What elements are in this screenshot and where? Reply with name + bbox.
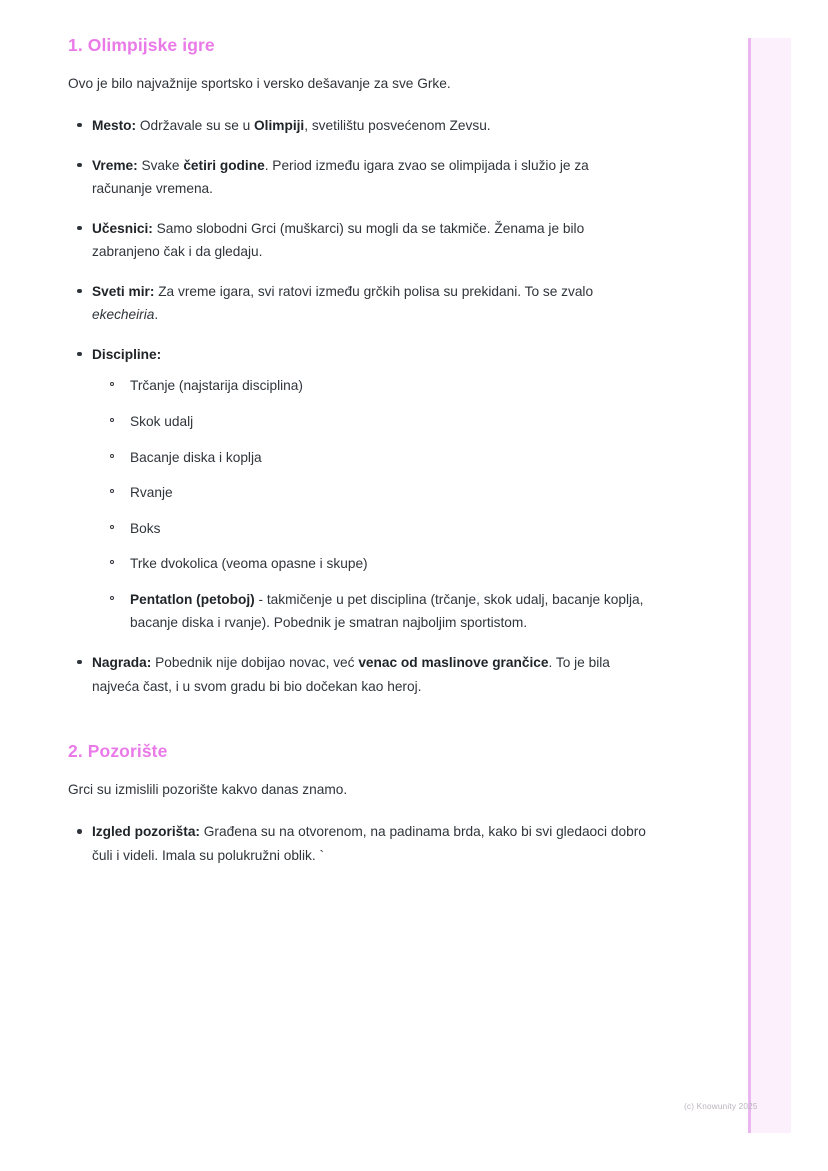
sub-list-item bbox=[108, 410, 648, 434]
sub-list-item-text: Trke dvokolica (veoma opasne i skupe) bbox=[130, 556, 368, 572]
list-item-label: Discipline: bbox=[92, 346, 162, 362]
sub-list-item-text: Skok udalj bbox=[130, 414, 194, 430]
bullet-list-pozoriste bbox=[68, 820, 648, 867]
list-item-text-tail: . bbox=[154, 307, 159, 323]
list-item bbox=[68, 217, 648, 264]
list-item-text: Održavale su se u bbox=[136, 117, 255, 133]
list-item-text: Svake bbox=[137, 157, 184, 173]
section-heading-olimpijske-igre: 1. Olimpijske igre bbox=[68, 35, 215, 55]
list-item-text-tail: , svetilištu posvećenom Zevsu. bbox=[304, 117, 491, 133]
list-item-text: Pobednik nije dobijao novac, već bbox=[151, 654, 359, 670]
sub-list-item-text: Boks bbox=[130, 520, 161, 536]
sub-list-item bbox=[108, 374, 648, 398]
sub-list-item bbox=[108, 446, 648, 470]
section-intro-olimpijske-igre: Ovo je bilo najvažnije sportsko i versko dešavanje za sve Grke. bbox=[68, 75, 451, 91]
list-item-label: Mesto: bbox=[92, 117, 137, 133]
list-item-italic-term: ekecheiria bbox=[92, 307, 155, 323]
bullet-list-olimpijske-igre bbox=[68, 114, 648, 698]
sub-list-item-text: - takmičenje u pet disciplina (trčanje, skok udalj, bacanje koplja, bacanje diska i rvanje). Pobednik je smatran najboljim sportistom. bbox=[130, 591, 644, 631]
list-item-emphasis: Olimpiji bbox=[254, 117, 305, 133]
footer-copyright: (c) Knowunity 2025 bbox=[684, 1102, 758, 1111]
list-item-text: Za vreme igara, svi ratovi između grčkih polisa su prekidani. To se zvalo bbox=[154, 283, 594, 299]
list-item-discipline bbox=[68, 343, 648, 635]
sub-list-item-label: Pentatlon (petoboj) bbox=[130, 591, 255, 607]
list-item-text-tail: . To je bila najveća čast, i u svom gradu bi bio dočekan kao heroj. bbox=[92, 654, 610, 694]
section-heading-pozoriste: 2. Pozorište bbox=[68, 741, 168, 762]
sub-list-item-pentatlon bbox=[108, 588, 648, 635]
sub-list-item bbox=[108, 552, 648, 576]
list-item bbox=[68, 280, 648, 327]
list-item-label: Vreme: bbox=[92, 157, 138, 173]
sub-list-item-text: Trčanje (najstarija disciplina) bbox=[130, 378, 303, 394]
sub-list-item bbox=[108, 517, 648, 541]
list-item bbox=[68, 154, 648, 201]
list-item bbox=[68, 114, 648, 138]
list-item-text: Samo slobodni Grci (muškarci) su mogli da se takmiče. Ženama je bilo zabranjeno čak i da gledaju. bbox=[92, 220, 585, 260]
section-intro-pozoriste: Grci su izmislili pozorište kakvo danas znamo. bbox=[68, 781, 348, 797]
bullet-sublist-discipline bbox=[108, 374, 648, 635]
document-content bbox=[68, 34, 648, 883]
list-item bbox=[68, 651, 648, 698]
list-item-label: Učesnici: bbox=[92, 220, 153, 236]
list-item-label: Izgled pozorišta: bbox=[92, 824, 200, 840]
list-item-emphasis: venac od maslinove grančice bbox=[358, 654, 549, 670]
list-item-text: Građena su na otvorenom, na padinama brda, kako bi svi gledaoci dobro čuli i videli. Imala su polukružni oblik. ` bbox=[92, 824, 646, 863]
list-item-text-tail: . Period između igara zvao se olimpijada i služio je za računanje vremena. bbox=[92, 157, 589, 197]
sub-list-wrapper bbox=[92, 374, 648, 635]
sub-list-item bbox=[108, 481, 648, 505]
sub-list-item-text: Rvanje bbox=[130, 485, 173, 501]
list-item-label: Sveti mir: bbox=[92, 283, 155, 299]
list-item-label: Nagrada: bbox=[92, 654, 152, 670]
list-item bbox=[68, 820, 648, 867]
decorative-side-band bbox=[748, 38, 791, 1133]
sub-list-item-text: Bacanje diska i koplja bbox=[130, 449, 262, 465]
list-item-emphasis: četiri godine bbox=[183, 157, 265, 173]
